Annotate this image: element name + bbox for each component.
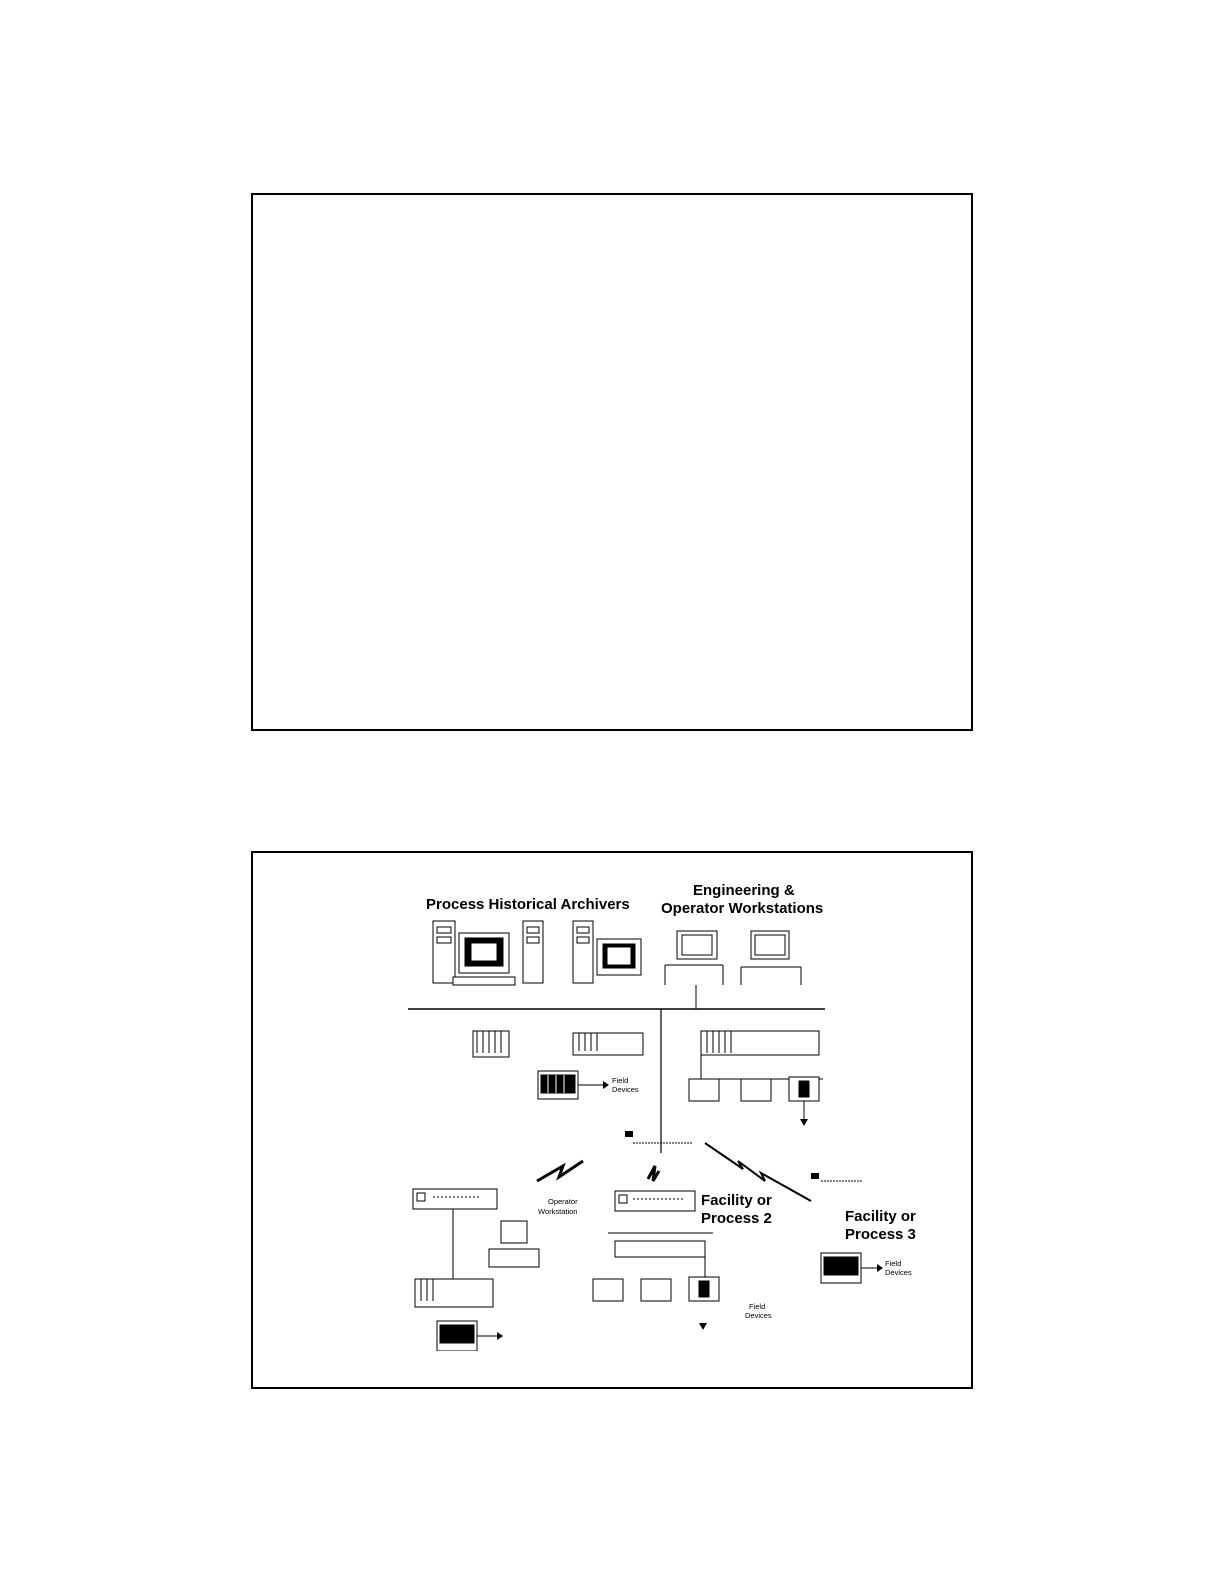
field-devices-label-3a: Field — [885, 1259, 902, 1268]
local-control-unit-icon — [573, 1033, 643, 1055]
workstation-1-icon — [665, 931, 723, 985]
heading-engineering-line1: Engineering & — [693, 882, 795, 899]
field-devices-label-1b: Devices — [612, 1085, 639, 1094]
archiver-server-1-icon — [433, 921, 515, 985]
archiver-server-2-icon — [523, 921, 543, 983]
printer-box-icon — [741, 1079, 771, 1101]
scada-network-diagram — [393, 881, 933, 1351]
operator-workstation-label-a: Operator — [548, 1197, 578, 1206]
field-devices-label-2b: Devices — [745, 1311, 772, 1320]
plc-facility-2-icon — [689, 1277, 719, 1301]
scada-diagram-slide-frame — [251, 851, 973, 1389]
hmi-box-icon — [689, 1079, 719, 1101]
heading-facility-2-line1: Facility or — [701, 1192, 772, 1209]
radio-link-bolt-2 — [648, 1166, 659, 1181]
rtu-icon — [473, 1031, 509, 1057]
plc-facility-3-icon — [821, 1253, 861, 1283]
modem-icon — [625, 1131, 633, 1137]
field-devices-label-2a: Field — [749, 1302, 766, 1311]
operator-workstation-label-b: Workstation — [538, 1207, 578, 1216]
field-devices-label-3b: Devices — [885, 1268, 912, 1277]
heading-facility-2-line2: Process 2 — [701, 1210, 772, 1227]
scada-data-server-icon — [701, 1031, 819, 1055]
heading-facility-3-line1: Facility or — [845, 1208, 916, 1225]
heading-facility-3-line2: Process 3 — [845, 1226, 916, 1243]
rtu-rack-facility-2-icon — [615, 1191, 695, 1211]
facility-2-box-1-icon — [593, 1279, 623, 1301]
workstation-2-icon — [741, 931, 801, 985]
archiver-server-3-icon — [573, 921, 641, 983]
operator-workstation-icon — [489, 1221, 539, 1267]
plc-left-icon — [437, 1321, 477, 1351]
scada-data-server-facility-2-icon — [615, 1241, 705, 1257]
heading-process-historical-archivers: Process Historical Archivers — [426, 896, 630, 913]
plc-1-icon — [538, 1071, 578, 1099]
plc-2-icon — [789, 1077, 819, 1101]
heading-engineering-line2: Operator Workstations — [661, 900, 824, 917]
facility-2-box-2-icon — [641, 1279, 671, 1301]
field-devices-label-1a: Field — [612, 1076, 629, 1085]
rtu-rack-left-icon — [413, 1189, 497, 1209]
local-control-unit-left-icon — [415, 1279, 493, 1307]
blank-slide-frame — [251, 193, 973, 731]
radio-link-bolt-1 — [537, 1161, 583, 1181]
